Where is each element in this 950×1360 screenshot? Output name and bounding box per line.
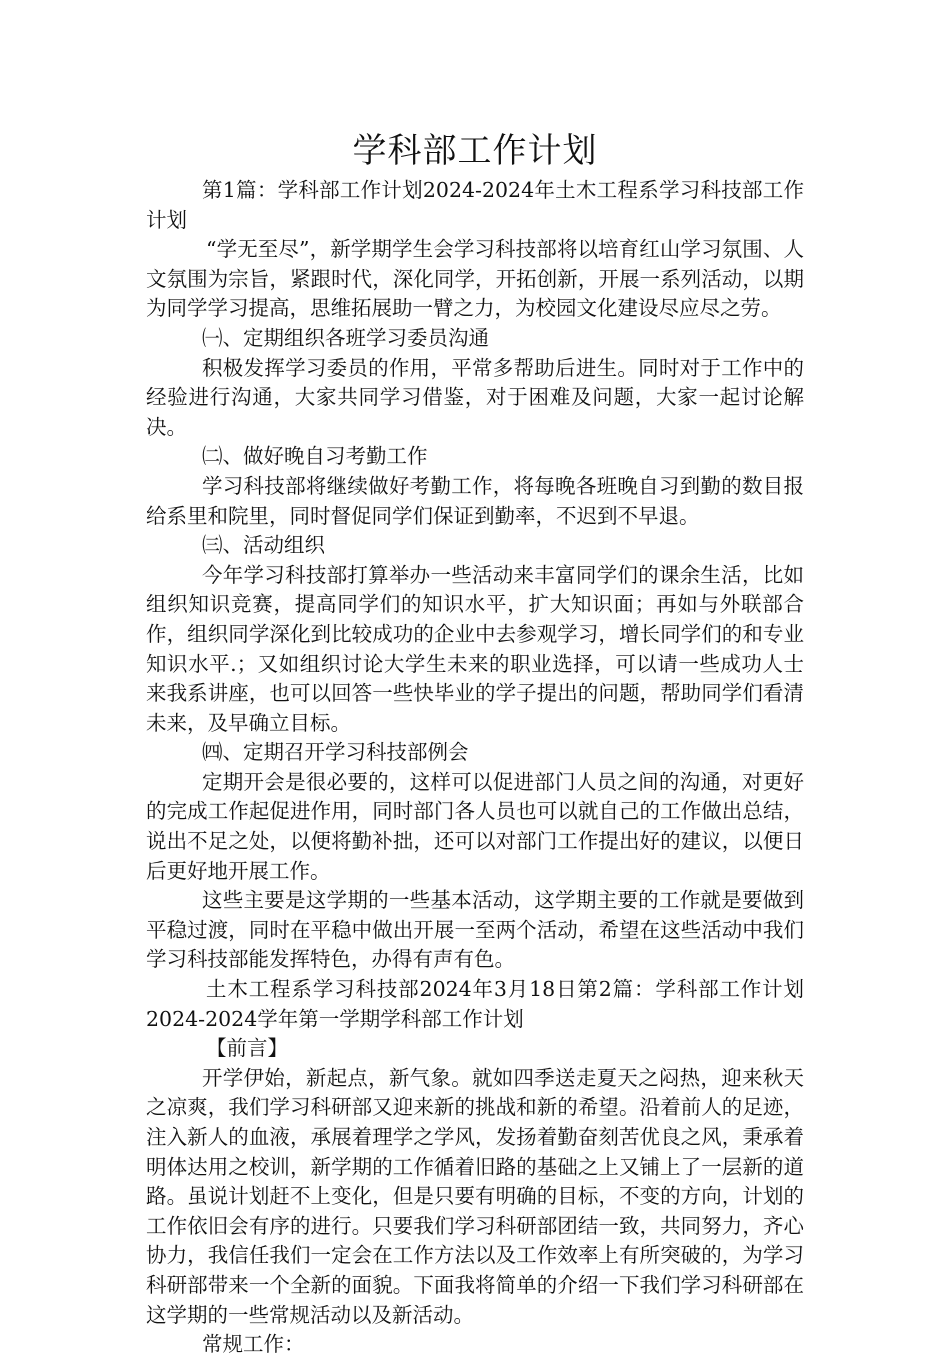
document-title: 学科部工作计划: [352, 131, 598, 171]
paragraph-section-2: 学习科技部将继续做好考勤工作，将每晚各班晚自习到勤的数目报给系里和院里，同时督促同学们保证到勤率，不迟到不早退。: [146, 473, 804, 528]
section-heading-routine: 常规工作：: [202, 1332, 305, 1357]
paragraph-summary: 这些主要是这学期的一些基本活动，这学期主要的工作就是要做到平稳过渡，同时在平稳中做出开展一至两个活动，希望在这些活动中我们学习科技部能发挥特色，办得有声有色。: [146, 888, 804, 972]
document-page: [146, 128, 804, 1360]
paragraph-section-4: 定期开会是很必要的，这样可以促进部门人员之间的沟通，对更好的完成工作起促进作用，同时部门各人员也可以就自己的工作做出总结，说出不足之处，以便将勤补拙，还可以对部门工作提出好的建议，以便日后更好地开展工作。: [146, 769, 804, 883]
section-heading-4: ㈣、定期召开学习科技部例会: [202, 740, 469, 765]
section-heading-1: ㈠、定期组织各班学习委员沟通: [202, 325, 489, 350]
paragraph-section-3: 今年学习科技部打算举办一些活动来丰富同学们的课余生活，比如组织知识竞赛，提高同学们的知识水平，扩大知识面；再如与外联部合作，组织同学深化到比较成功的企业中去参观学习，增长同学们的和专业知识水平.；又如组织讨论大学生未来的职业选择，可以请一些成功人士来我系讲座，也可以回答一些快毕业的学子提出的问题，帮助同学们看清未来，及早确立目标。: [146, 562, 804, 735]
paragraph-preface: 开学伊始，新起点，新气象。就如四季送走夏天之闷热，迎来秋天之凉爽，我们学习科研部又迎来新的挑战和新的希望。沿着前人的足迹，注入新人的血液，承展着理学之学风，发扬着勤奋刻苦优良之风，秉承着明体达用之校训，新学期的工作循着旧路的基础之上又铺上了一层新的道路。虽说计划赶不上变化，但是只要有明确的目标，不变的方向，计划的工作依旧会有序的进行。只要我们学习科研部团结一致，共同努力，齐心协力，我信任我们一定会在工作方法以及工作效率上有所突破的，为学习科研部带来一个全新的面貌。下面我将简单的介绍一下我们学习科研部在这学期的一些常规活动以及新活动。: [146, 1065, 804, 1327]
section-heading-preface: 【前言】: [206, 1036, 288, 1061]
paragraph-intro: “学无至尽”，新学期学生会学习科技部将以培育红山学习氛围、人文氛围为宗旨，紧跟时代，深化同学，开拓创新，开展一系列活动，以期为同学学习提高，思维拓展助一臂之力，为校园文化建设尽应尽之劳。: [146, 237, 804, 321]
section-heading-3: ㈢、活动组织: [202, 533, 325, 558]
section-heading-2: ㈡、做好晚自习考勤工作: [202, 444, 428, 469]
paragraph-signature-part2: 土木工程系学习科技部2024年3月18日第2篇：学科部工作计划2024-2024学年第一学期学科部工作计划: [146, 977, 804, 1031]
paragraph-section-1: 积极发挥学习委员的作用，平常多帮助后进生。同时对于工作中的经验进行沟通，大家共同学习借鉴，对于困难及问题，大家一起讨论解决。: [146, 355, 804, 439]
paragraph-heading-part1: 第1篇：学科部工作计划2024-2024年土木工程系学习科技部工作计划: [146, 178, 804, 232]
